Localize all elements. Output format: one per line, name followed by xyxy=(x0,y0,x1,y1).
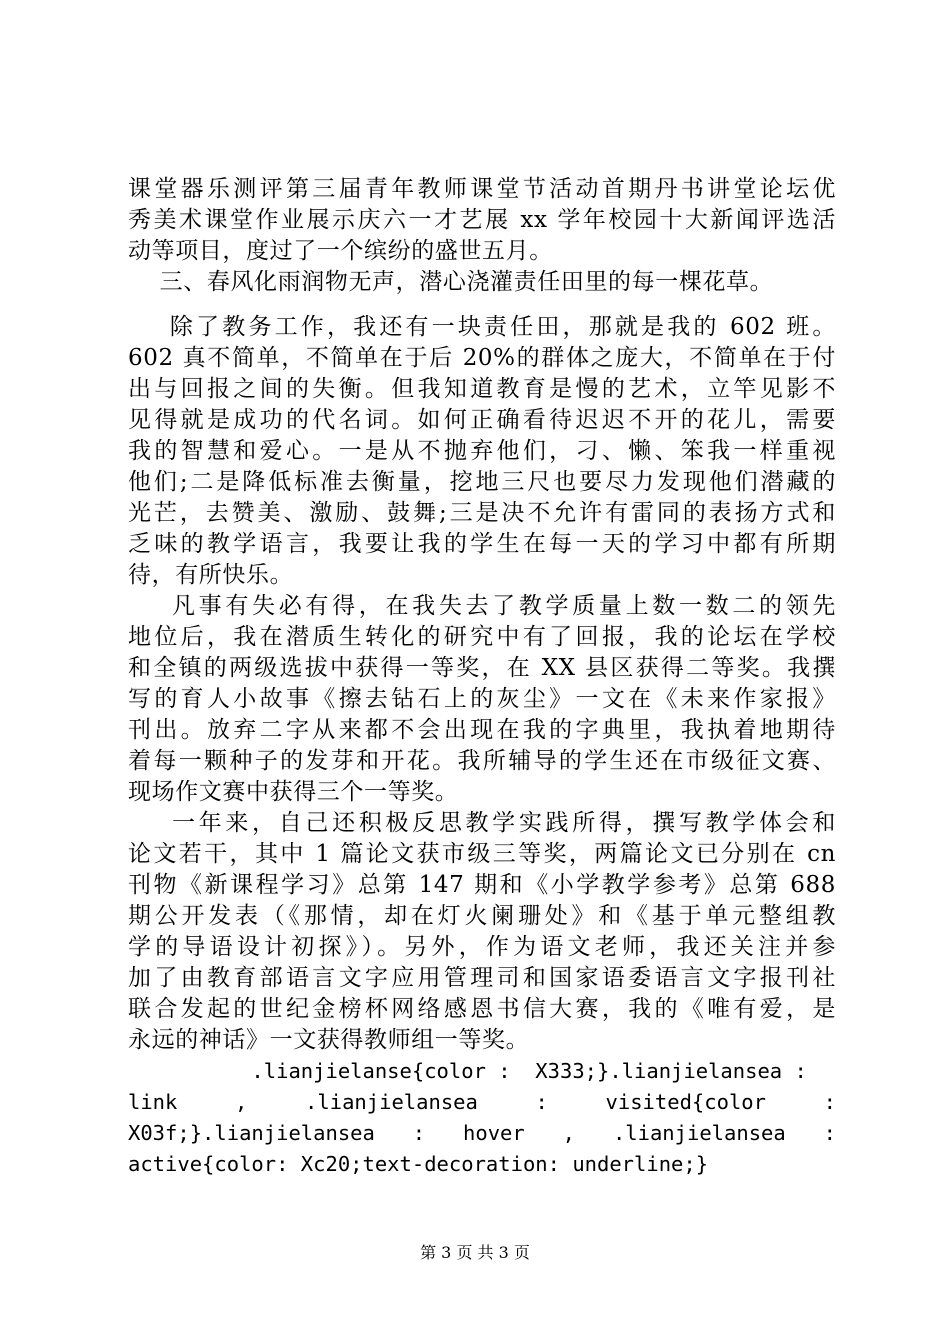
text-line: 写的育人小故事《擦去钻石上的灰尘》一文在《未来作家报》 xyxy=(128,686,836,712)
css-code-line: link , .lianjielansea : visited{color : xyxy=(128,1090,836,1114)
document-body xyxy=(128,174,836,1180)
text-line: 他们;二是降低标准去衡量，挖地三尺也要尽力发现他们潜藏的 xyxy=(128,469,836,495)
text-line: 学的导语设计初探》）。另外，作为语文老师，我还关注并参 xyxy=(128,934,836,960)
css-code-line: .lianjielanse{color : X333;}.lianjielansea : xyxy=(128,1059,807,1083)
text-line: 地位后，我在潜质生转化的研究中有了回报，我的论坛在学校 xyxy=(128,624,836,650)
text-line: 刊出。放弃二字从来都不会出现在我的字典里，我执着地期待 xyxy=(128,717,836,743)
text-line: 凡事有失必有得，在我失去了教学质量上数一数二的领先 xyxy=(128,593,836,619)
text-line: 论文若干，其中 1 篇论文获市级三等奖，两篇论文已分别在 cn xyxy=(128,841,836,867)
text-line: 现场作文赛中获得三个一等奖。 xyxy=(128,779,459,805)
text-line: 我的智慧和爱心。一是从不抛弃他们，刁、懒、笨我一样重视 xyxy=(128,438,836,464)
text-line: 期公开发表（《那情，却在灯火阑珊处》和《基于单元整组教 xyxy=(128,903,836,929)
text-line: 刊物《新课程学习》总第 147 期和《小学教学参考》总第 688 xyxy=(128,872,836,898)
text-line: 乏味的教学语言，我要让我的学生在每一天的学习中都有所期 xyxy=(128,531,836,557)
text-line: 待，有所快乐。 xyxy=(128,562,294,588)
css-code-line: X03f;}.lianjielansea : hover , .lianjielansea : xyxy=(128,1121,836,1145)
text-line: 加了由教育部语言文字应用管理司和国家语委语言文字报刊社 xyxy=(128,965,836,991)
text-line: 永远的神话》一文获得教师组一等奖。 xyxy=(128,1027,530,1053)
text-line: 和全镇的两级选拔中获得一等奖，在 XX 县区获得二等奖。我撰 xyxy=(128,655,836,681)
blank-line xyxy=(128,298,836,312)
text-line: 602 真不简单，不简单在于后 20%的群体之庞大，不简单在于付 xyxy=(128,345,836,371)
page-footer xyxy=(0,1243,950,1263)
css-code-block xyxy=(128,1056,836,1180)
section-heading: 三、春风化雨润物无声，潜心浇灌责任田里的每一棵花草。 xyxy=(128,269,774,295)
text-line: 一年来，自己还积极反思教学实践所得，撰写教学体会和 xyxy=(128,810,836,836)
page-number-label: 第 3 页 共 3 页 xyxy=(420,1243,530,1262)
text-line: 光芒，去赞美、激励、鼓舞;三是决不允许有雷同的表扬方式和 xyxy=(128,500,836,526)
text-line: 课堂器乐测评第三届青年教师课堂节活动首期丹书讲堂论坛优 xyxy=(128,176,836,202)
text-line: 出与回报之间的失衡。但我知道教育是慢的艺术，立竿见影不 xyxy=(128,376,836,402)
text-line: 联合发起的世纪金榜杯网络感恩书信大赛，我的《唯有爱，是 xyxy=(128,996,836,1022)
text-line: 动等项目，度过了一个缤纷的盛世五月。 xyxy=(128,238,553,264)
text-line: 秀美术课堂作业展示庆六一才艺展 xx 学年校园十大新闻评选活 xyxy=(128,207,836,233)
text-line: 着每一颗种子的发芽和开花。我所辅导的学生还在市级征文赛、 xyxy=(128,748,836,774)
text-line: 除了教务工作，我还有一块责任田，那就是我的 602 班。 xyxy=(128,314,836,340)
css-code-line: active{color: Xc20;text-decoration: underline;} xyxy=(128,1152,709,1176)
text-line: 见得就是成功的代名词。如何正确看待迟迟不开的花儿，需要 xyxy=(128,407,836,433)
